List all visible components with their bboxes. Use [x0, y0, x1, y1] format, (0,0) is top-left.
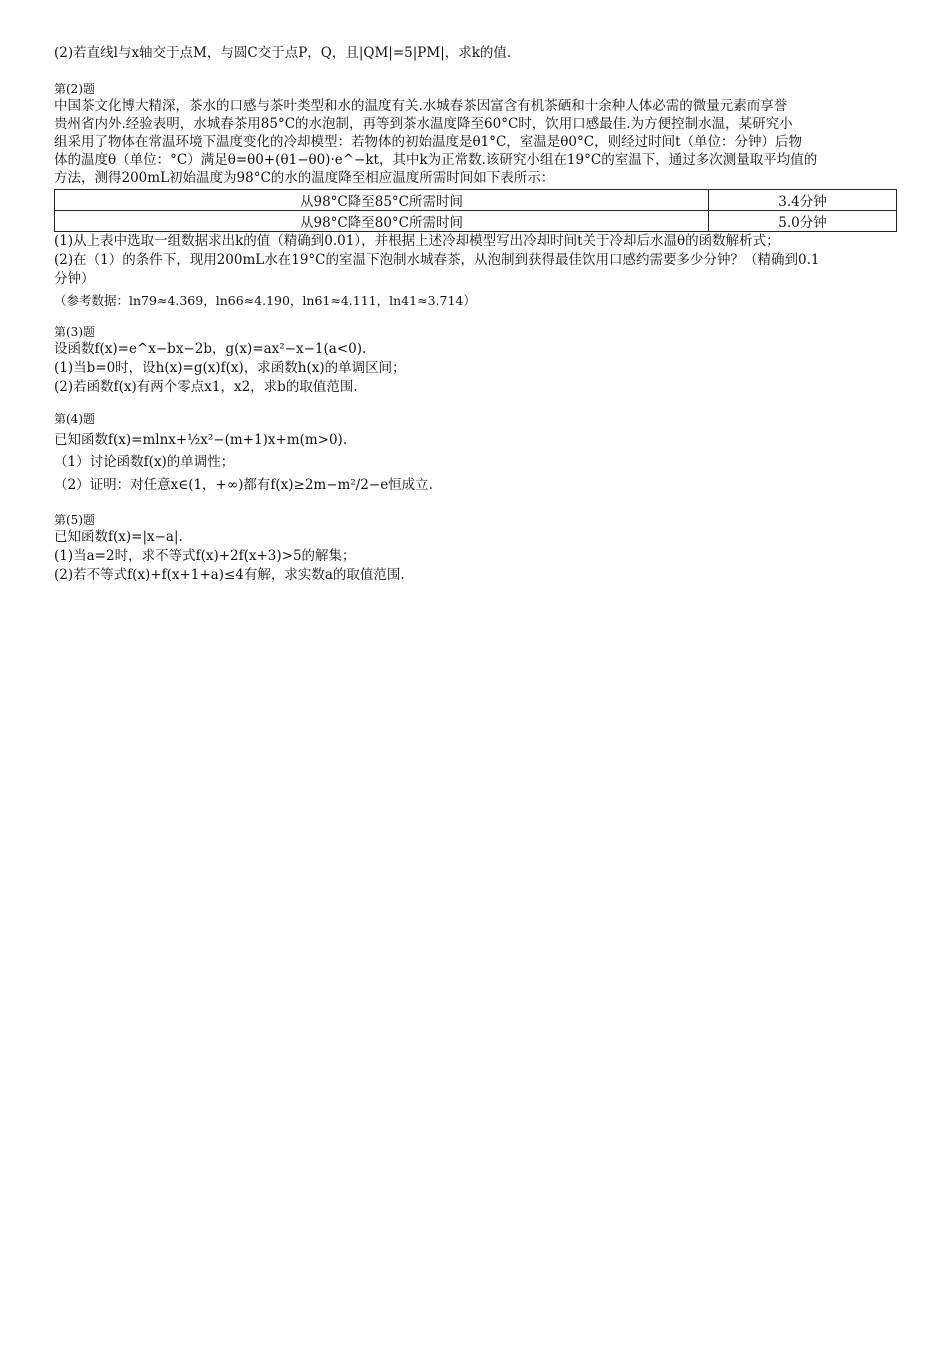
q2-reference-data: （参考数据：ln79≈4.369，ln66≈4.190，ln61≈4.111，ln41≈3.714） [54, 293, 476, 308]
q5-stem: 已知函数f(x)=|x−a|. [54, 529, 183, 545]
q2-para-line: 方法，测得200mL初始温度为98°C的水的温度降至相应温度所需时间如下表所示： [54, 170, 555, 186]
q4-label: 第(4)题 [54, 412, 95, 426]
cooling-time-table [54, 189, 897, 232]
q2-label: 第(2)题 [54, 82, 95, 96]
q4-stem: 已知函数f(x)=mlnx+½x²−(m+1)x+m(m>0). [54, 432, 348, 448]
table-cell-value: 3.4分钟 [709, 190, 897, 211]
table-cell-condition: 从98°C降至80°C所需时间 [55, 211, 709, 232]
q2-paragraph [54, 97, 900, 187]
q2-para-line: 贵州省内外.经验表明，水城春茶用85°C的水泡制，再等到茶水温度降至60°C时，饮用口感最佳.为方便控制水温，某研究小 [54, 116, 793, 132]
table-row [55, 211, 897, 232]
q5-sub1: (1)当a=2时，求不等式f(x)+2f(x+3)>5的解集； [54, 548, 356, 564]
table-cell-condition: 从98°C降至85°C所需时间 [55, 190, 709, 211]
q2-sub2: (2)在（1）的条件下，现用200mL水在19°C的室温下泡制水城春茶，从泡制到获得最佳饮用口感约需要多少分钟？（精确到0.1 [54, 252, 820, 268]
q2-para-line: 中国茶文化博大精深，茶水的口感与茶叶类型和水的温度有关.水城春茶因富含有机茶硒和十余种人体必需的微量元素而享誉 [54, 98, 788, 114]
q3-stem: 设函数f(x)=e^x−bx−2b，g(x)=ax²−x−1(a<0). [54, 341, 367, 357]
q3-label: 第(3)题 [54, 325, 95, 339]
table-cell-value: 5.0分钟 [709, 211, 897, 232]
q1-part2-text: (2)若直线l与x轴交于点M，与圆C交于点P，Q，且|QM|=5|PM|，求k的值. [54, 45, 512, 61]
q4-sub2: （2）证明：对任意x∈(1，+∞)都有f(x)≥2m−m²/2−e恒成立. [54, 477, 433, 493]
q5-label: 第(5)题 [54, 513, 95, 527]
q3-sub1: (1)当b=0时，设h(x)=g(x)f(x)，求函数h(x)的单调区间； [54, 360, 406, 376]
q3-sub2: (2)若函数f(x)有两个零点x1，x2，求b的取值范围. [54, 379, 358, 395]
q2-para-line: 体的温度θ（单位：°C）满足θ=θ0+(θ1−θ0)·e^−kt，其中k为正常数.该研究小组在19°C的室温下，通过多次测量取平均值的 [54, 152, 818, 168]
q5-sub2: (2)若不等式f(x)+f(x+1+a)≤4有解，求实数a的取值范围. [54, 567, 405, 583]
q2-sub2-continued: 分钟） [54, 271, 95, 287]
document-page [54, 44, 900, 585]
q2-para-line: 组采用了物体在常温环境下温度变化的冷却模型：若物体的初始温度是θ1°C，室温是θ0°C，则经过时间t（单位：分钟）后物 [54, 134, 803, 150]
q4-sub1: （1）讨论函数f(x)的单调性； [54, 454, 235, 470]
q2-sub1: (1)从上表中选取一组数据求出k的值（精确到0.01），并根据上述冷却模型写出冷却时间t关于冷却后水温θ的函数解析式； [54, 233, 780, 249]
table-row [55, 190, 897, 211]
